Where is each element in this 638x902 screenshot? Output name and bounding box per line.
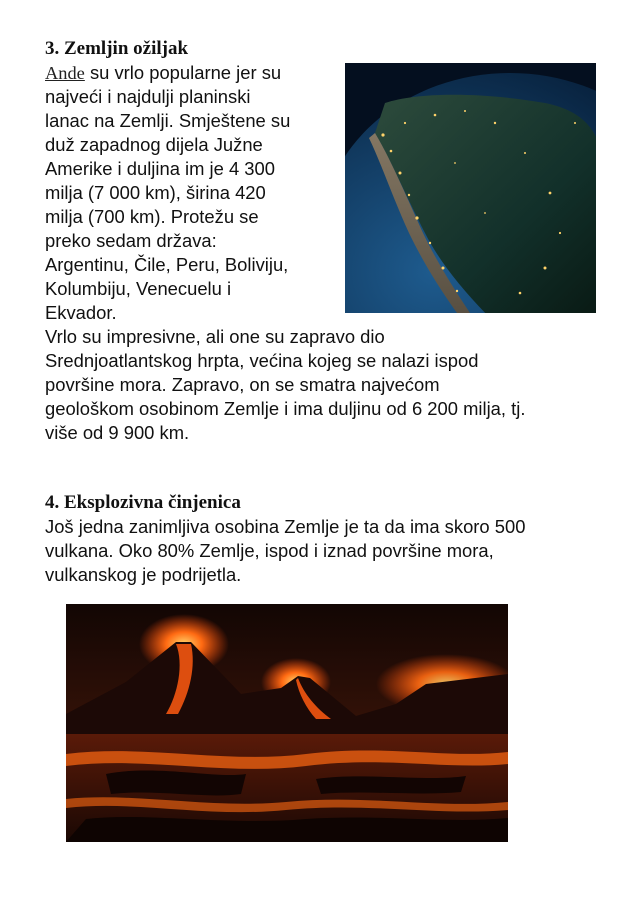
- text-line-5: Amerike i duljina im je 4 300: [45, 158, 275, 179]
- ande-link[interactable]: Ande: [45, 63, 85, 83]
- text-line-6: milja (7 000 km), širina 420: [45, 182, 266, 203]
- text-line-11: Ekvador.: [45, 302, 117, 323]
- text-line-17: Još jedna zanimljiva osobina Zemlje je ta da ima skoro 500: [45, 516, 526, 537]
- section-3-heading: 3. Zemljin ožiljak: [45, 38, 189, 59]
- south-america-night-image: [345, 63, 596, 313]
- text-line-8: preko sedam država:: [45, 230, 217, 251]
- text-line-4: duž zapadnog dijela Južne: [45, 134, 263, 155]
- text-line-12: Vrlo su impresivne, ali one su zapravo dio: [45, 326, 385, 347]
- text-line-1: Ande su vrlo popularne jer su: [45, 62, 282, 83]
- volcano-lava-image: [66, 604, 508, 842]
- text-line-7: milja (700 km). Protežu se: [45, 206, 259, 227]
- text-line-10: Kolumbiju, Venecuelu i: [45, 278, 232, 299]
- text-line-3: lanac na Zemlji. Smještene su: [45, 110, 291, 131]
- text-line-15: geološkom osobinom Zemlje i ima duljinu od 6 200 milja, tj.: [45, 398, 526, 419]
- section-4-heading: 4. Eksplozivna činjenica: [45, 492, 241, 513]
- text-line-18: vulkana. Oko 80% Zemlje, ispod i iznad površine mora,: [45, 540, 494, 561]
- text-line-14: površine mora. Zapravo, on se smatra najvećom: [45, 374, 440, 395]
- text-line-16: više od 9 900 km.: [45, 422, 190, 443]
- text-line-9: Argentinu, Čile, Peru, Boliviju,: [45, 254, 289, 275]
- text-line-19: vulkanskog je podrijetla.: [45, 564, 242, 585]
- text-line-2: najveći i najdulji planinski: [45, 86, 251, 107]
- text-line-13: Srednjoatlantskog hrpta, većina kojeg se nalazi ispod: [45, 350, 479, 371]
